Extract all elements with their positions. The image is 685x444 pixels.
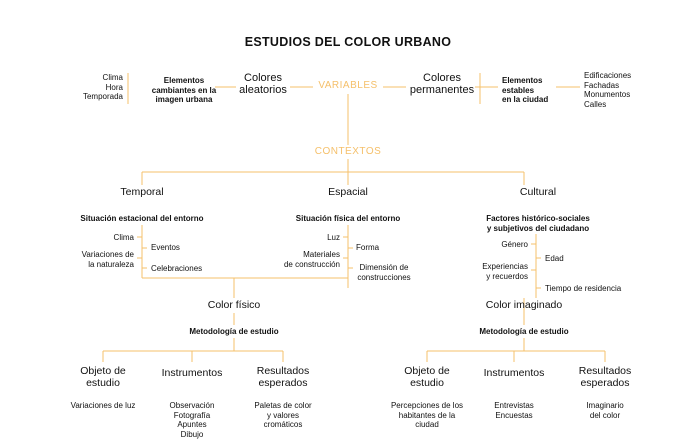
diagram-title: ESTUDIOS DEL COLOR URBANO — [244, 35, 452, 49]
imagined-object-heading: Objeto de estudio — [404, 365, 450, 389]
spatial-factor-materials: Materiales de construcción — [283, 250, 340, 269]
temporal-factor-climate: Clima — [113, 233, 134, 242]
imagined-object-items: Percepciones de los habitantes de la ciudad — [390, 401, 464, 429]
physical-object-heading: Objeto de estudio — [80, 365, 126, 389]
physical-color-method: Metodología de estudio — [189, 327, 279, 336]
spatial-factor-shape: Forma — [356, 243, 380, 252]
permanent-colors-node: Colores permanentes — [409, 72, 475, 96]
temporal-factor-nature: Variaciones de la naturaleza — [81, 250, 134, 269]
random-color-description: Elementos cambiantes en la imagen urbana — [151, 76, 217, 104]
context-cultural: Cultural — [519, 186, 557, 198]
cultural-factor-residence: Tiempo de residencia — [545, 284, 622, 293]
contexts-node: CONTEXTOS — [314, 146, 382, 157]
cultural-factor-experiences: Experiencias y recuerdos — [482, 262, 528, 281]
temporal-factor-celebrations: Celebraciones — [151, 264, 203, 273]
permanent-color-factors: Edificaciones Fachadas Monumentos Calles — [584, 71, 632, 109]
imagined-color-method: Metodología de estudio — [479, 327, 569, 336]
physical-color-node: Color físico — [207, 299, 261, 311]
imagined-instruments-items: Entrevistas Encuestas — [494, 401, 534, 420]
spatial-factor-dimensions: Dimensión de construcciones — [357, 263, 411, 282]
permanent-color-description: Elementos estables en la ciudad — [502, 76, 549, 104]
imagined-results-heading: Resultados esperados — [578, 365, 632, 389]
random-colors-node: Colores aleatorios — [239, 72, 287, 96]
cultural-subtitle: Factores histórico-sociales y subjetivos del ciudadano — [486, 214, 590, 233]
physical-instruments-items: Observación Fotografía Apuntes Dibujo — [169, 401, 215, 439]
temporal-factor-events: Eventos — [151, 243, 180, 252]
physical-object-items: Variaciones de luz — [70, 401, 136, 410]
variables-node: VARIABLES — [318, 80, 378, 91]
imagined-instruments-heading: Instrumentos — [483, 367, 545, 379]
cultural-factor-age: Edad — [545, 254, 564, 263]
context-spatial: Espacial — [328, 186, 368, 198]
physical-results-items: Paletas de color y valores cromáticos — [254, 401, 312, 429]
temporal-subtitle: Situación estacional del entorno — [80, 214, 204, 223]
physical-instruments-heading: Instrumentos — [161, 367, 223, 379]
physical-results-heading: Resultados esperados — [256, 365, 310, 389]
cultural-factor-gender: Género — [501, 240, 528, 249]
spatial-subtitle: Situación física del entorno — [295, 214, 401, 223]
spatial-factor-light: Luz — [327, 233, 340, 242]
random-color-factors: Clima Hora Temporada — [82, 73, 123, 101]
context-temporal: Temporal — [120, 186, 164, 198]
imagined-color-node: Color imaginado — [485, 299, 563, 311]
imagined-results-items: Imaginario del color — [586, 401, 624, 420]
